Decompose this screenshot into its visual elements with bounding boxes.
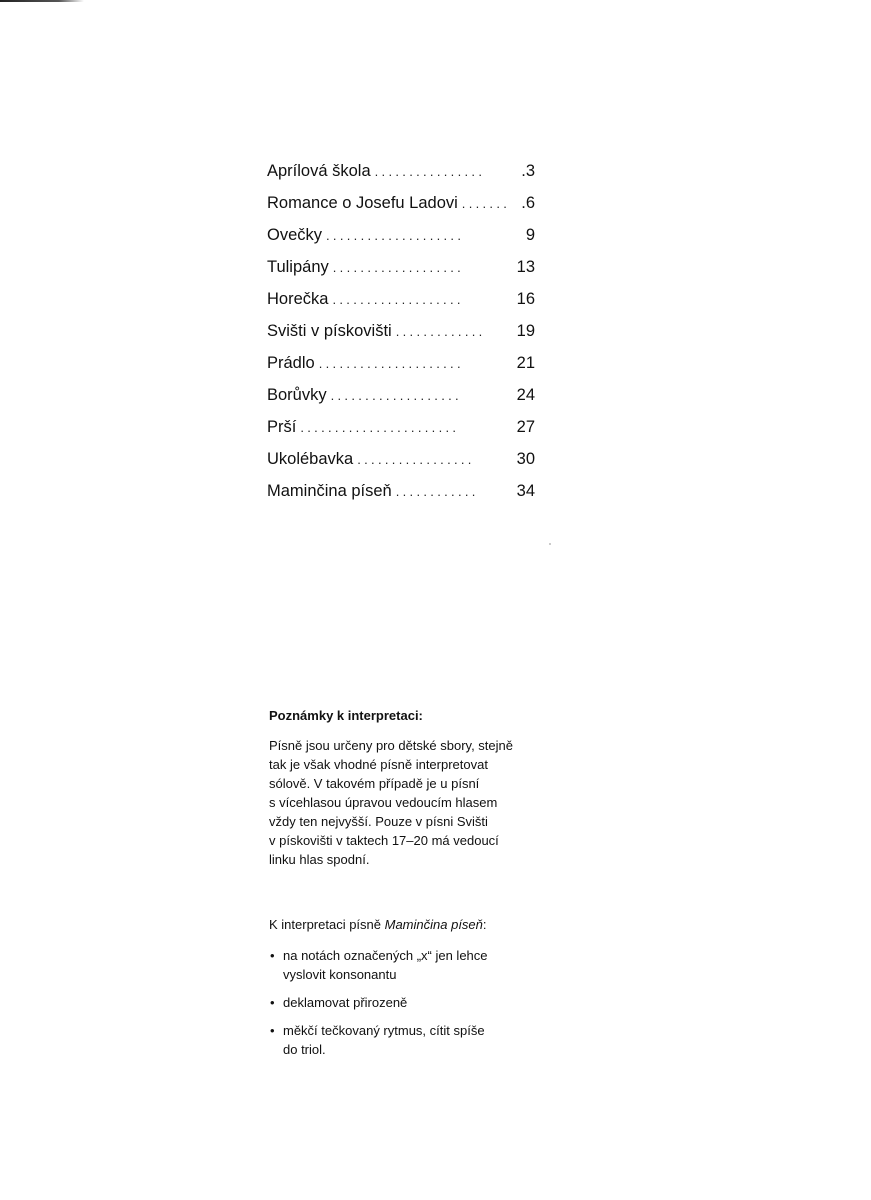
toc-entry-page: 9	[525, 226, 535, 244]
toc-entry-title: Romance o Josefu Ladovi	[267, 194, 458, 212]
notes-paragraph-line: tak je však vhodné písně interpretovat	[269, 757, 488, 772]
notes-paragraph	[269, 736, 539, 869]
toc-leader-dots: .......	[461, 196, 511, 211]
toc-leader-dots: ...................	[332, 292, 464, 307]
table-of-contents	[267, 155, 535, 507]
toc-entry-page: 16	[516, 290, 535, 308]
toc-leader-dots: ...................	[330, 388, 462, 403]
toc-entry[interactable]	[267, 411, 535, 443]
bullet-line: měkčí tečkovaný rytmus, cítit spíše	[283, 1023, 485, 1038]
notes-intro-suffix: :	[482, 917, 487, 932]
toc-leader-dots: ................	[374, 164, 486, 179]
toc-entry[interactable]	[267, 251, 535, 283]
toc-entry-page: .6	[521, 194, 535, 212]
toc-entry-title: Prádlo	[267, 354, 315, 372]
interpretation-notes	[269, 706, 539, 1068]
scan-edge-line	[0, 0, 84, 2]
toc-leader-dots: .............	[395, 324, 486, 339]
toc-entry[interactable]	[267, 155, 535, 187]
notes-intro-song: Maminčina píseň	[384, 917, 483, 932]
toc-entry-page: 24	[516, 386, 535, 404]
toc-entry[interactable]	[267, 219, 535, 251]
toc-entry[interactable]	[267, 347, 535, 379]
toc-entry-page: 13	[516, 258, 535, 276]
list-item	[269, 1021, 539, 1059]
notes-intro-prefix: K interpretaci písně	[269, 917, 385, 932]
toc-entry[interactable]	[267, 283, 535, 315]
toc-entry-title: Horečka	[267, 290, 329, 308]
bullet-line: do triol.	[283, 1042, 326, 1057]
toc-entry[interactable]	[267, 379, 535, 411]
toc-entry-page: .3	[521, 162, 535, 180]
notes-heading: Poznámky k interpretaci:	[269, 708, 423, 723]
toc-leader-dots: ....................	[326, 228, 465, 243]
toc-entry-title: Borůvky	[267, 386, 327, 404]
bullet-line: deklamovat přirozeně	[283, 995, 408, 1010]
toc-entry-page: 34	[516, 482, 535, 500]
notes-paragraph-line: linku hlas spodní.	[269, 852, 370, 867]
toc-entry-page: 27	[516, 418, 535, 436]
toc-entry-page: 30	[516, 450, 535, 468]
toc-entry[interactable]	[267, 315, 535, 347]
toc-entry-page: 19	[516, 322, 535, 340]
toc-leader-dots: .....................	[318, 356, 464, 371]
bullet-icon: •	[270, 948, 275, 963]
notes-paragraph-line: Písně jsou určeny pro dětské sbory, stejně	[269, 738, 513, 753]
notes-paragraph-line: s vícehlasou úpravou vedoucím hlasem	[269, 795, 498, 810]
toc-entry-title: Ukolébavka	[267, 450, 354, 468]
bullet-line: na notách označených „x“ jen lehce	[283, 948, 488, 963]
list-item	[269, 946, 539, 984]
toc-entry-title: Prší	[267, 418, 297, 436]
notes-intro	[269, 915, 539, 934]
toc-entry-title: Tulipány	[267, 258, 329, 276]
toc-leader-dots: .......................	[300, 420, 460, 435]
toc-entry-title: Maminčina píseň	[267, 482, 392, 500]
toc-entry-title: Svišti v pískovišti	[267, 322, 392, 340]
notes-paragraph-line: v pískovišti v taktech 17–20 má vedoucí	[269, 833, 499, 848]
notes-bullet-list	[269, 946, 539, 1059]
toc-entry[interactable]	[267, 443, 535, 475]
toc-entry-title: Aprílová škola	[267, 162, 371, 180]
bullet-line: vyslovit konsonantu	[283, 967, 397, 982]
toc-leader-dots: ............	[395, 484, 479, 499]
bullet-icon: •	[270, 995, 275, 1010]
scan-speck	[549, 543, 551, 545]
toc-entry-title: Ovečky	[267, 226, 323, 244]
toc-leader-dots: ...................	[332, 260, 465, 275]
notes-paragraph-line: vždy ten nejvyšší. Pouze v písni Svišti	[269, 814, 488, 829]
notes-paragraph-line: sólově. V takovém případě je u písní	[269, 776, 480, 791]
toc-entry-page: 21	[516, 354, 535, 372]
bullet-icon: •	[270, 1023, 275, 1038]
list-item	[269, 993, 539, 1012]
toc-entry[interactable]	[267, 187, 535, 219]
toc-leader-dots: .................	[357, 452, 475, 467]
toc-entry[interactable]	[267, 475, 535, 507]
